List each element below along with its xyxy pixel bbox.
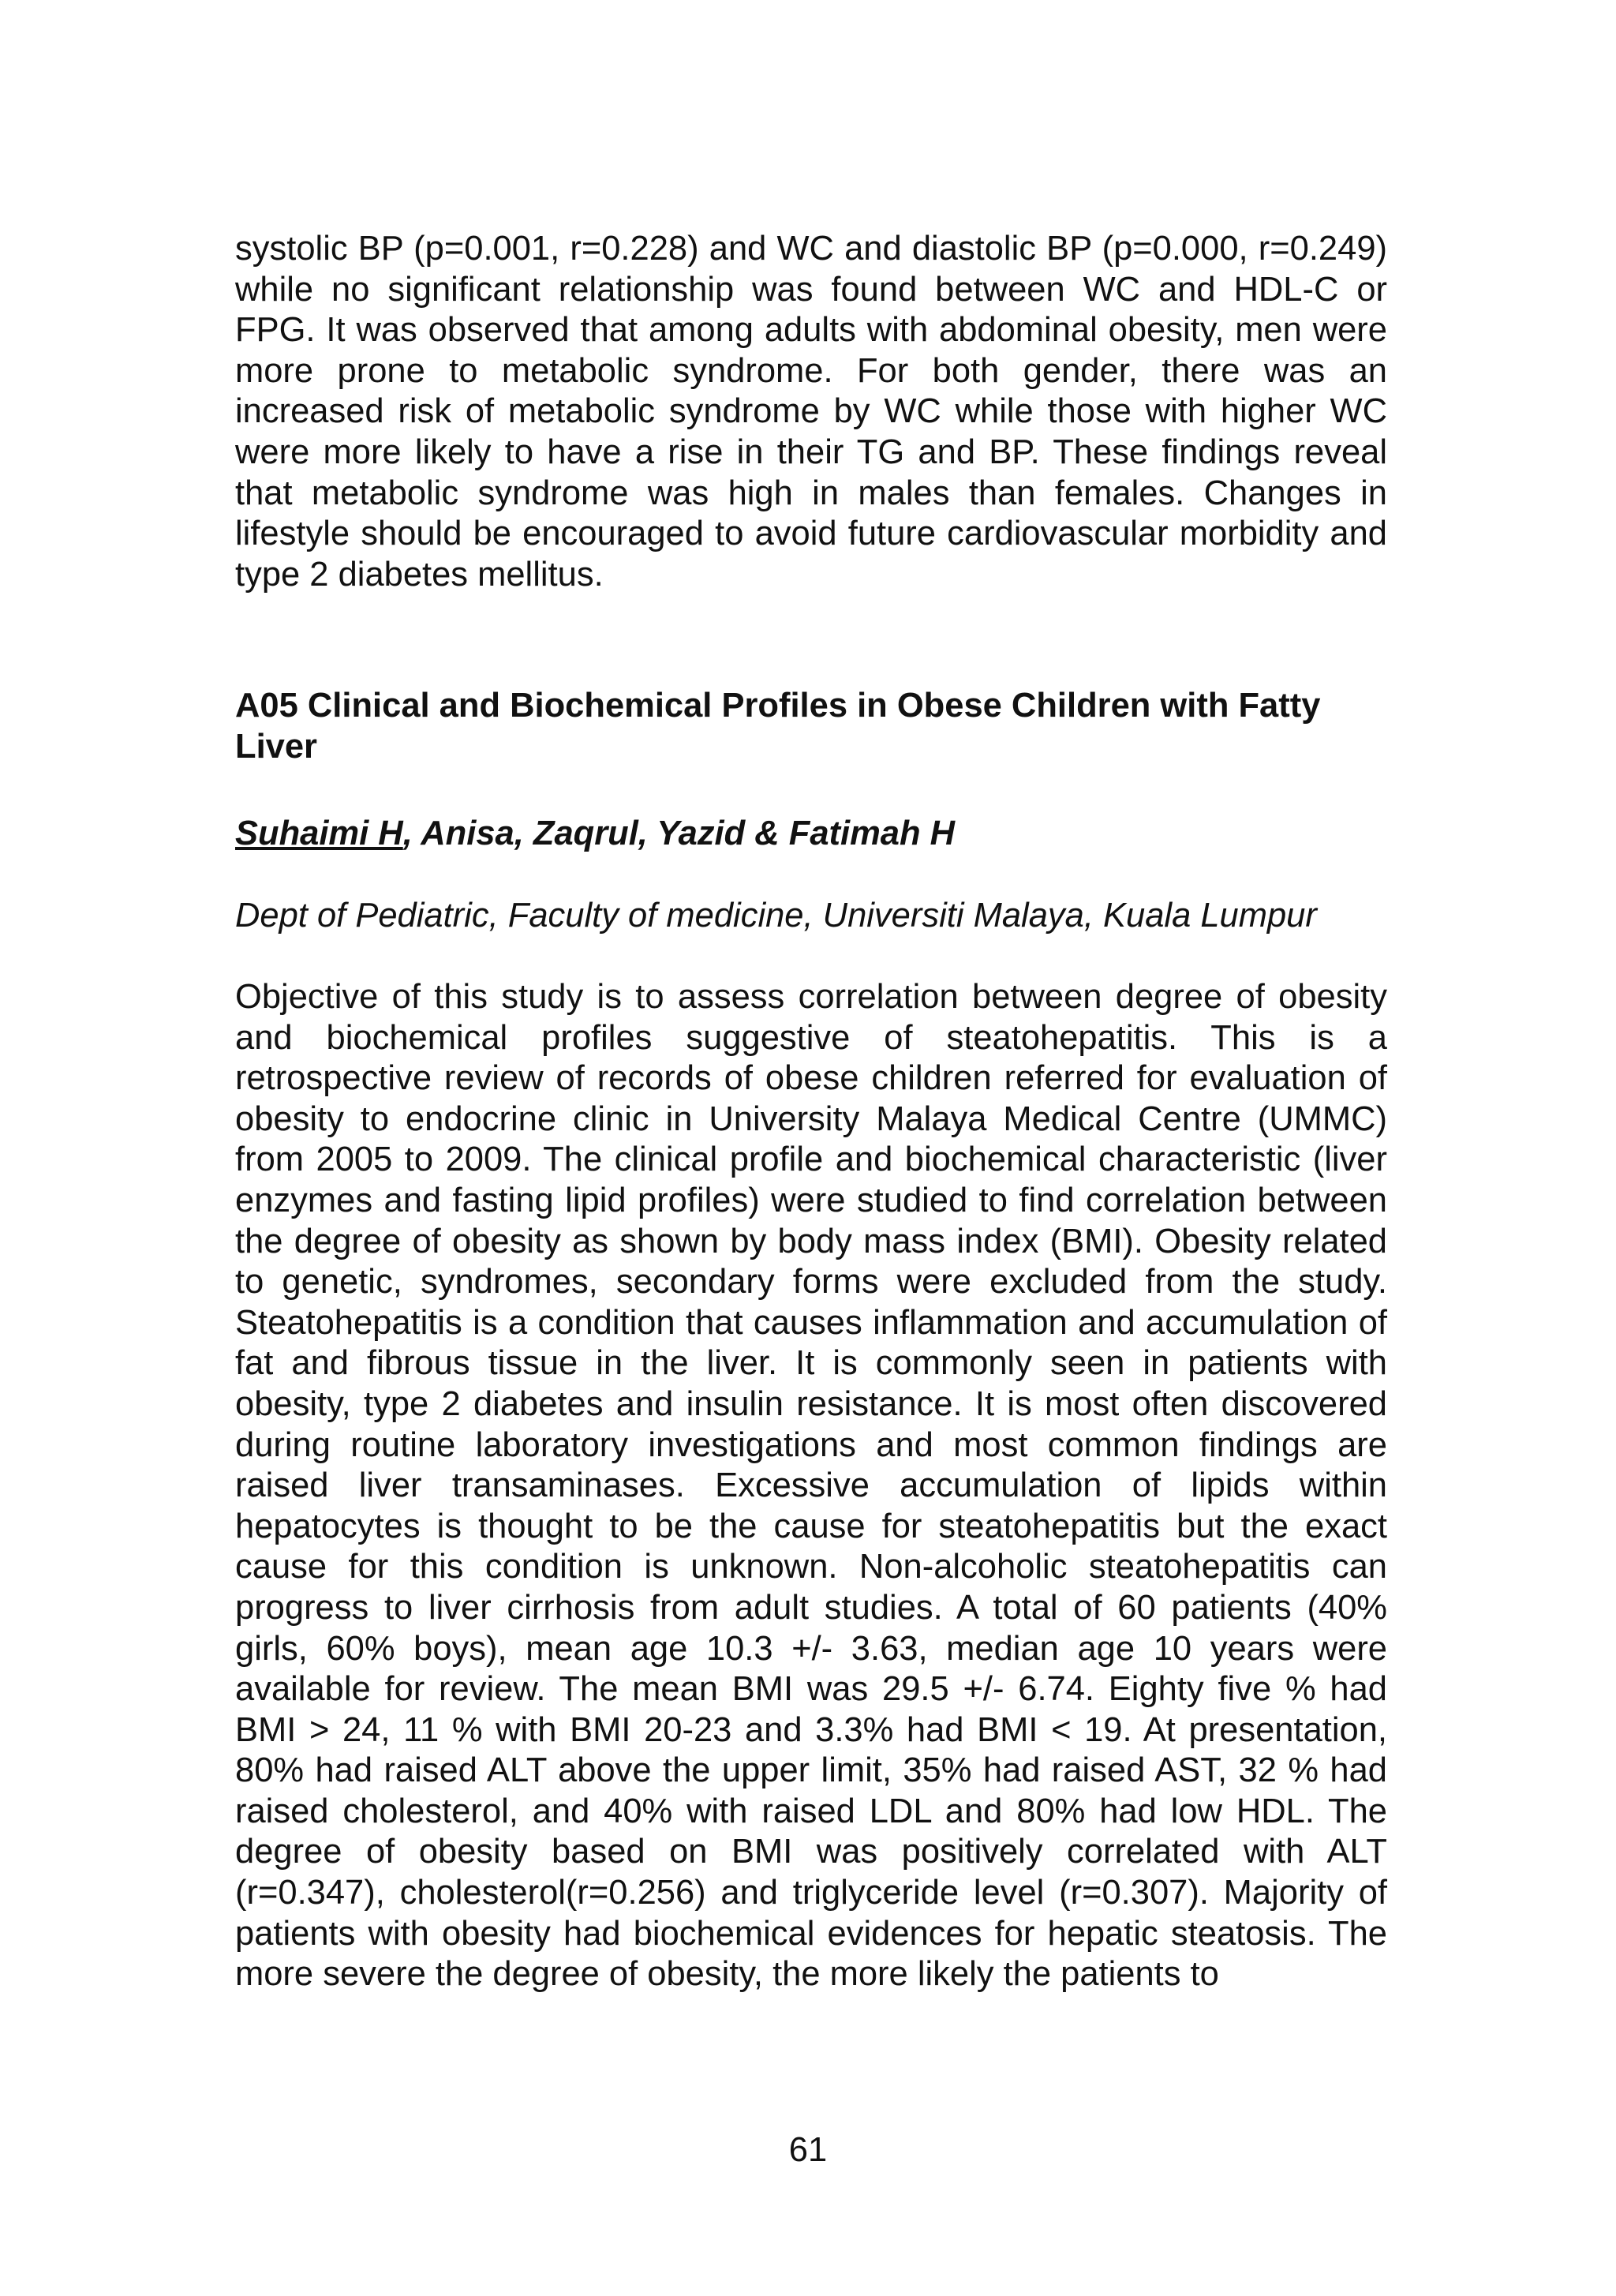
page-number: 61 [788,2131,828,2169]
abstract-title: A05 Clinical and Biochemical Profiles in Obese Children with Fatty Liver [235,687,1321,766]
presenting-author: Suhaimi H [235,815,403,852]
continued-paragraph: systolic BP (p=0.001, r=0.228) and WC and diastolic BP (p=0.000, r=0.249) while no significant relationship was found between WC and HDL-C or FPG. It was observed that among adults with abdominal obesity, men were more prone to metabolic syndrome. For both gender, there was an increased risk of metabolic syndrome by WC while those with higher WC were more likely to have a rise in their TG and BP. These findings reveal that metabolic syndrome was high in males than females. Changes in lifestyle should be encouraged to avoid future cardiovascular morbidity and type 2 diabetes mellitus. [235,230,1387,594]
author-affiliation: Dept of Pediatric, Faculty of medicine, Universiti Malaya, Kuala Lumpur [235,897,1317,935]
co-authors: , Anisa, Zaqrul, Yazid & Fatimah H [402,815,956,852]
abstract-body: Objective of this study is to assess correlation between degree of obesity and biochemical profiles suggestive of steatohepatitis. This is a retrospective review of records of obese children referred for evaluation of obesity to endocrine clinic in University Malaya Medical Centre (UMMC) from 2005 to 2009. The clinical profile and biochemical characteristic (liver enzymes and fasting lipid profiles) were studied to find correlation between the degree of obesity as shown by body mass index (BMI). Obesity related to genetic, syndromes, secondary forms were excluded from the study. Steatohepatitis is a condition that causes inflammation and accumulation of fat and fibrous tissue in the liver. It is commonly seen in patients with obesity, type 2 diabetes and insulin resistance. It is most often discovered during routine laboratory investigations and most common findings are raised liver transaminases. Excessive accumulation of lipids within hepatocytes is thought to be the cause for steatohepatitis but the exact cause for this condition is unknown. Non-alcoholic steatohepatitis can progress to liver cirrhosis from adult studies. A total of 60 patients (40% girls, 60% boys), mean age 10.3 +/- 3.63, median age 10 years were available for review. The mean BMI was 29.5 +/- 6.74. Eighty five % had BMI > 24, 11 % with BMI 20-23 and 3.3% had BMI < 19. At presentation, 80% had raised ALT above the upper limit, 35% had raised AST, 32 % had raised cholesterol, and 40% with raised LDL and 80% had low HDL. The degree of obesity based on BMI was positively correlated with ALT (r=0.347), cholesterol(r=0.256) and triglyceride level (r=0.307). Majority of patients with obesity had biochemical evidences for hepatic steatosis. The more severe the degree of obesity, the more likely the patients to [235,978,1387,1994]
author-list [235,813,1387,854]
